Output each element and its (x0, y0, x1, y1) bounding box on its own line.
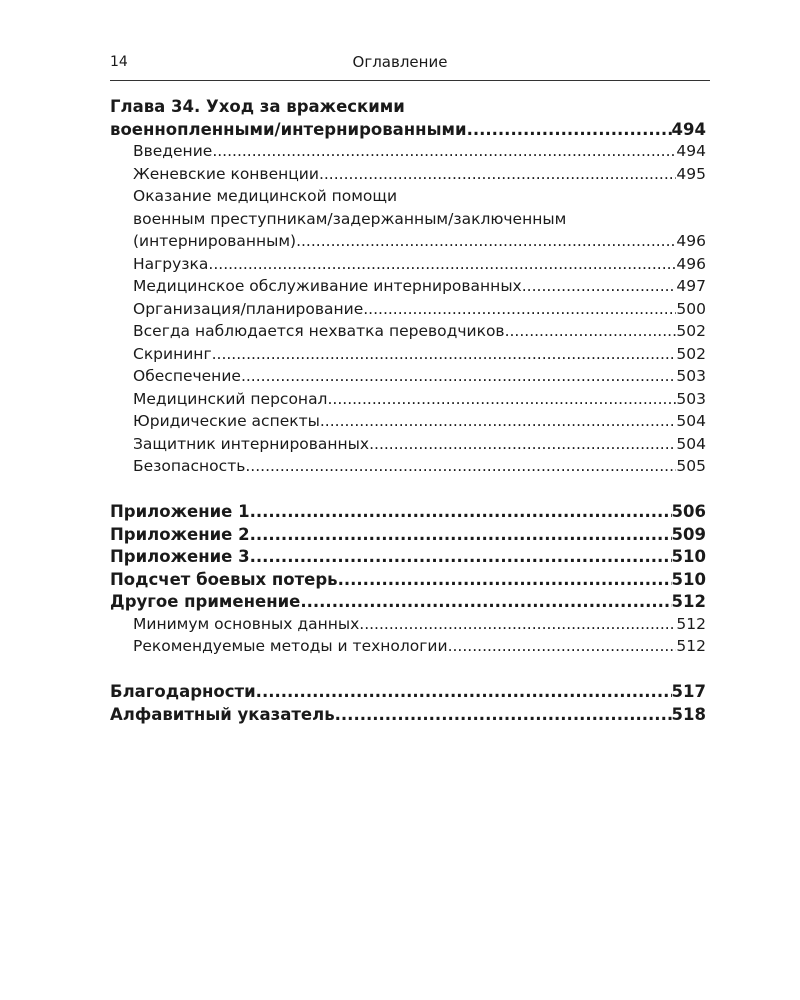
dot-leader (448, 637, 677, 655)
toc-main-entry[interactable] (110, 547, 706, 570)
toc-entry-page: 502 (676, 344, 706, 363)
toc-main-label: Подсчет боевых потерь (110, 569, 338, 589)
chapter-title-text: Глава 34. Уход за вражескими (110, 97, 405, 116)
toc-entry-label: Всегда наблюдается нехватка переводчиков (133, 322, 505, 340)
toc-entry-page: 505 (676, 457, 706, 475)
toc-entry-label: Безопасность (133, 457, 246, 475)
toc-main-entry[interactable] (110, 525, 706, 548)
toc-entry[interactable] (110, 367, 706, 390)
toc-entry[interactable] (110, 345, 706, 368)
dot-leader (363, 300, 676, 318)
toc-main-label: Алфавитный указатель (110, 704, 335, 724)
dot-leader (212, 345, 677, 363)
toc-entry-label: Скрининг (133, 344, 212, 363)
toc-main-page: 518 (671, 704, 706, 724)
toc-main-entry[interactable] (110, 570, 706, 593)
toc-entry-multiline-1[interactable] (110, 187, 706, 210)
chapter-page-number: 494 (671, 119, 706, 139)
toc-main-entry[interactable] (110, 592, 706, 615)
toc-main-label: Приложение 3 (110, 547, 250, 566)
toc-entry[interactable] (110, 637, 706, 660)
toc-main-label: Благодарности (110, 682, 256, 701)
dot-leader (327, 390, 676, 408)
toc-entry[interactable] (110, 412, 706, 435)
dot-leader (320, 412, 677, 430)
dot-leader (338, 570, 672, 589)
toc-entry-label: Медицинский персонал (133, 389, 328, 408)
toc-entry-multiline-3[interactable] (110, 232, 706, 255)
header-divider (110, 80, 710, 81)
toc-main-page: 510 (671, 547, 706, 566)
toc-entry-page: 503 (676, 367, 706, 385)
toc-entry-page: 502 (676, 322, 706, 340)
toc-entry-label: Введение (133, 142, 213, 160)
section-spacer (110, 660, 706, 683)
chapter-title-line-2[interactable] (110, 120, 706, 143)
toc-entry-label: Организация/планирование (133, 299, 364, 318)
toc-main-page: 510 (671, 569, 706, 589)
toc-entry-label: Женевские конвенции (133, 164, 319, 183)
dot-leader (241, 367, 676, 385)
toc-entry[interactable] (110, 142, 706, 165)
table-of-contents (110, 97, 706, 727)
dot-leader (208, 255, 676, 273)
toc-entry-page: 503 (676, 389, 706, 408)
toc-entry[interactable] (110, 165, 706, 188)
dot-leader (245, 457, 676, 475)
toc-entry-label: военным преступникам/задержанным/заключенным (133, 209, 567, 228)
toc-entry-label: Юридические аспекты (133, 412, 320, 430)
toc-entry[interactable] (110, 322, 706, 345)
dot-leader (467, 120, 672, 139)
toc-entry-page: 504 (676, 412, 706, 430)
toc-entry-label: Оказание медицинской помощи (133, 187, 398, 205)
dot-leader (300, 592, 671, 611)
toc-entry[interactable] (110, 300, 706, 323)
dot-leader (369, 435, 676, 453)
running-header-title: Оглавление (352, 53, 448, 71)
dot-leader (296, 232, 676, 250)
dot-leader (319, 165, 676, 183)
toc-main-label: Приложение 2 (110, 524, 250, 544)
toc-entry-page: 495 (676, 164, 706, 183)
dot-leader (359, 615, 676, 633)
dot-leader (505, 322, 677, 340)
toc-entry[interactable] (110, 390, 706, 413)
toc-entry[interactable] (110, 277, 706, 300)
toc-entry-multiline-2[interactable] (110, 210, 706, 233)
toc-main-label: Другое применение (110, 592, 301, 611)
toc-entry-page: 512 (676, 637, 706, 655)
dot-leader (335, 705, 672, 724)
toc-entry-page: 496 (676, 232, 706, 250)
toc-entry[interactable] (110, 457, 706, 480)
toc-entry-page: 512 (676, 614, 706, 633)
toc-main-entry[interactable] (110, 502, 706, 525)
toc-entry-label: Защитник интернированных (133, 434, 370, 453)
toc-entry[interactable] (110, 255, 706, 278)
dot-leader (250, 525, 672, 544)
toc-entry-label: Рекомендуемые методы и технологии (133, 637, 448, 655)
toc-entry-page: 494 (676, 142, 706, 160)
toc-main-label: Приложение 1 (110, 502, 250, 521)
toc-entry-page: 500 (676, 299, 706, 318)
toc-entry-page: 504 (676, 434, 706, 453)
toc-main-page: 509 (671, 524, 706, 544)
dot-leader (212, 142, 676, 160)
toc-main-entry[interactable] (110, 705, 706, 728)
toc-main-page: 506 (671, 502, 706, 521)
toc-entry-label: Медицинское обслуживание интернированных (133, 277, 522, 295)
dot-leader (250, 502, 672, 521)
dot-leader (522, 277, 677, 295)
toc-entry[interactable] (110, 435, 706, 458)
toc-entry-page: 496 (676, 254, 706, 273)
toc-entry-label: Обеспечение (133, 367, 241, 385)
toc-entry[interactable] (110, 615, 706, 638)
toc-entry-label: (интернированным) (133, 232, 297, 250)
toc-main-page: 512 (671, 592, 706, 611)
toc-main-entry[interactable] (110, 682, 706, 705)
chapter-title-text: военнопленными/интернированными (110, 119, 467, 139)
page-number: 14 (110, 54, 128, 70)
toc-main-page: 517 (671, 682, 706, 701)
toc-entry-label: Минимум основных данных (133, 614, 360, 633)
dot-leader (256, 682, 672, 701)
section-spacer (110, 480, 706, 503)
dot-leader (250, 547, 672, 566)
toc-entry-page: 497 (676, 277, 706, 295)
chapter-title-line-1[interactable] (110, 97, 706, 120)
toc-entry-label: Нагрузка (133, 254, 209, 273)
